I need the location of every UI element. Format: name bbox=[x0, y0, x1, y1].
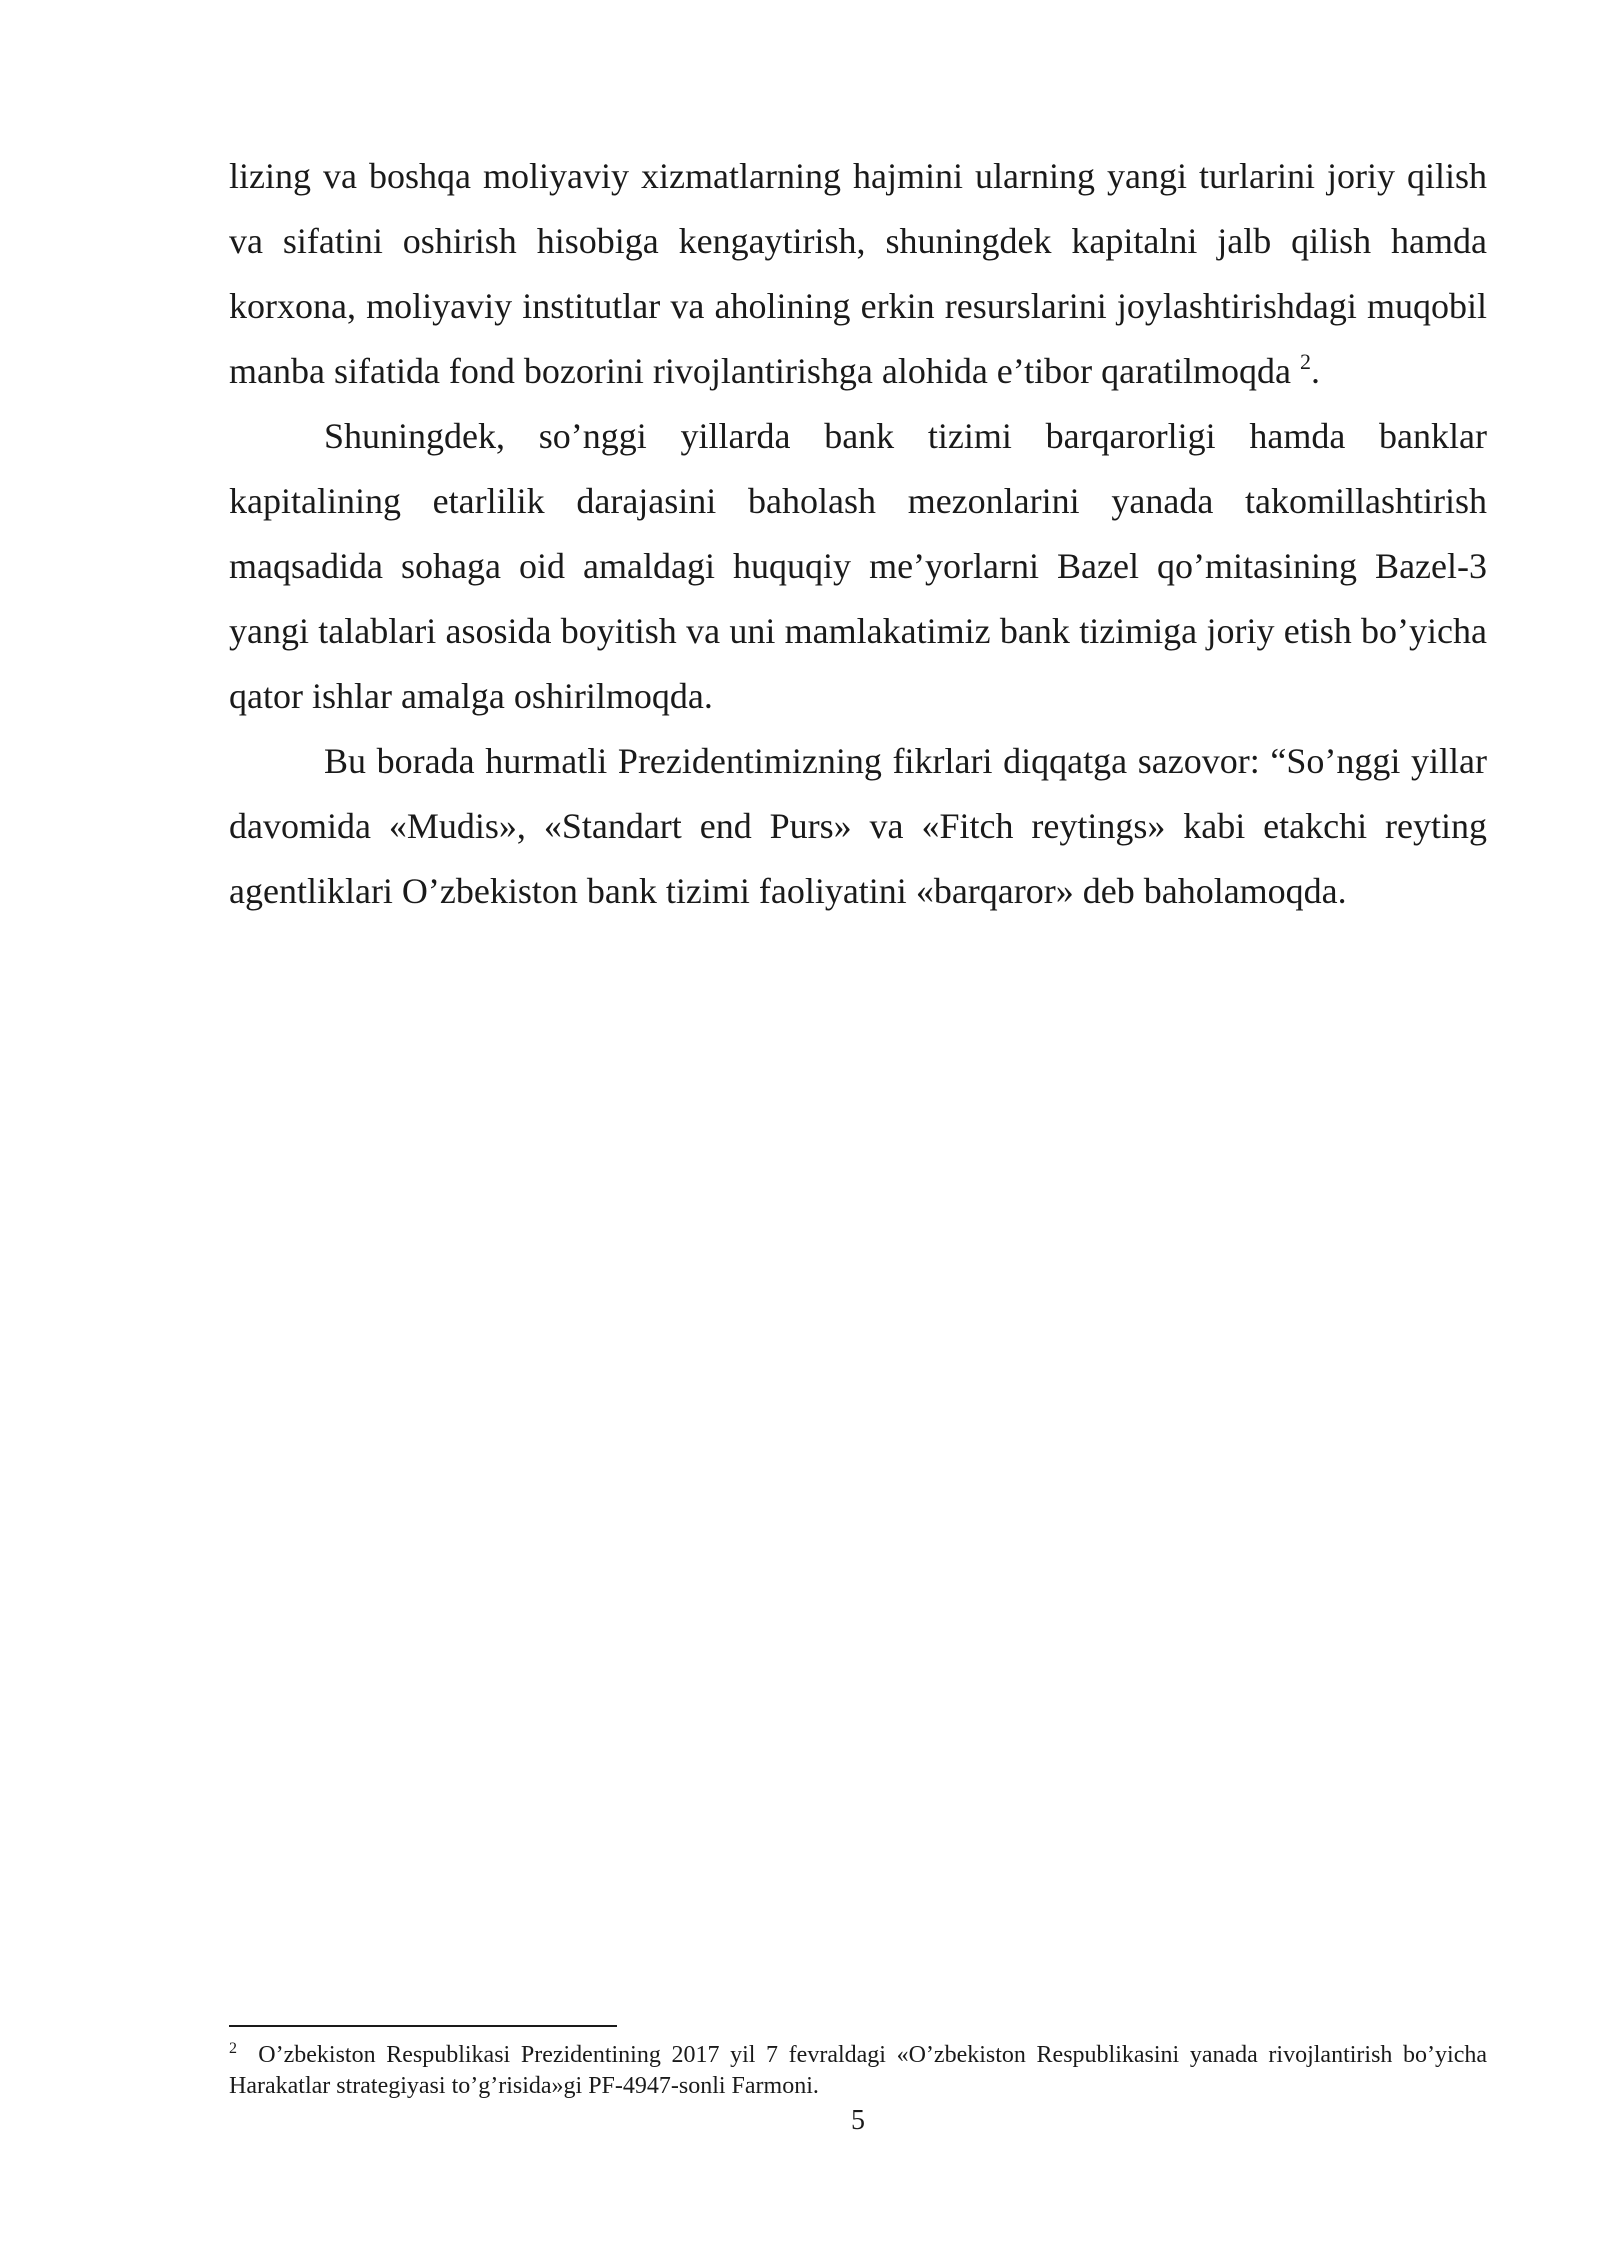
footnote-marker: 2 bbox=[229, 2040, 237, 2057]
paragraph-2: Shuningdek, so’nggi yillarda bank tizimi barqarorligi hamda banklar kapitalining etarlilik darajasini baholash mezonlarini yanada takomillashtirish maqsadida sohaga oid amaldagi huquqiy me’yorlarni Bazel qo’mitasining Bazel-3 yangi talablari asosida boyitish va uni mamlakatimiz bank tizimiga joriy etish bo’yicha qator ishlar amalga oshirilmoqda. bbox=[229, 416, 1487, 716]
paragraph-1 bbox=[229, 144, 1487, 404]
footnote-separator bbox=[229, 2025, 617, 2027]
page-number: 5 bbox=[851, 2105, 865, 2136]
footnote-text: O’zbekiston Respublikasi Prezidentining 2017 yil 7 fevraldagi «O’zbekiston Respublikasini yanada rivojlantirish bo’yicha Harakatlar strategiyasi to’g’risida»gi PF-4947-sonli Farmoni. bbox=[229, 2042, 1488, 2099]
paragraph-1-text: lizing va boshqa moliyaviy xizmatlarning hajmini ularning yangi turlarini joriy qilish va sifatini oshirish hisobiga kengaytirish, shuningdek kapitalni jalb qilish hamda korxona, moliyaviy institutlar va aholining erkin resurslarini joylashtirishdagi muqobil manba sifatida fond bozorini rivojlantirishga alohida e’tibor qaratilmoqda bbox=[229, 156, 1487, 391]
footnote bbox=[229, 2040, 1487, 2102]
footnote-reference[interactable]: 2 bbox=[1300, 349, 1312, 374]
paragraph-3: Bu borada hurmatli Prezidentimizning fikrlari diqqatga sazovor: “So’nggi yillar davomida «Mudis», «Standart end Purs» va «Fitch reytings» kabi etakchi reyting agentliklari O’zbekiston bank tizimi faoliyatini «barqaror» deb baholamoqda. bbox=[229, 741, 1487, 911]
body-text bbox=[229, 144, 1487, 924]
paragraph-1-tail: . bbox=[1311, 351, 1321, 391]
